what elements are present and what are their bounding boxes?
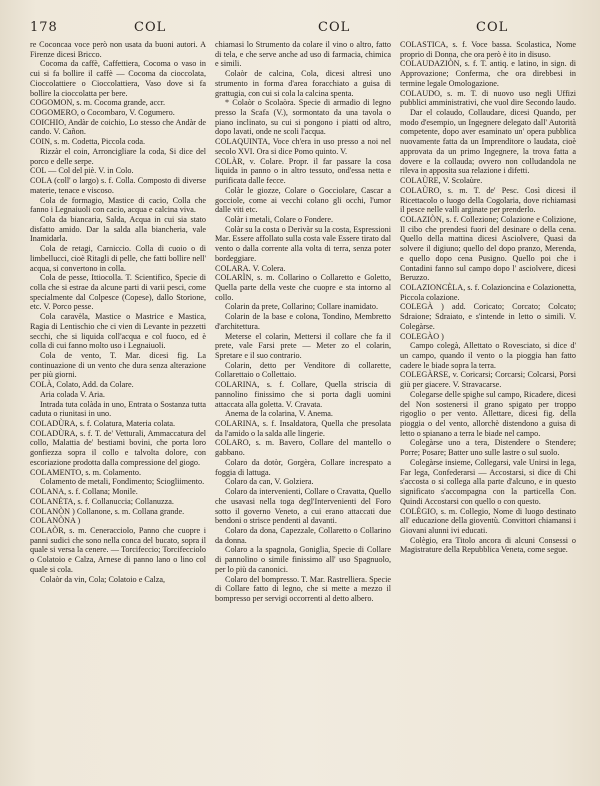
dictionary-entry: COLAÒR, s. m. Ceneracciolo, Panno che cuopre i panni sudici che sono nella conca del bucato, sopra il quale si versa la cenere. — Torcifeccio; Torcifecciolo o Colatoio e Calza, Arnese di panno lano o lino col quale si cola. (30, 525, 206, 574)
dictionary-entry: Colaro a la spagnola, Goniglia, Specie di Collare di pannolino o simile finissimo all' uso Spagnuolo, per lo più da canonici. (215, 545, 391, 574)
dictionary-entry: Colarin, detto per Venditore di collarette, Collarettaio o Collettaio. (215, 360, 391, 380)
dictionary-entry: Colaro da can, V. Golziera. (225, 477, 314, 487)
dictionary-entry: Aria colada V. Aria. (40, 389, 105, 399)
dictionary-entry: Cola de retagi, Carniccio. Colla di cuoio o di limbellucci, cioè Ritagli di pelle, che fatti bollire nell' acqua, si convertono in colla. (30, 244, 206, 273)
dictionary-entry: Colàr le giozze, Colare o Gocciolare, Cascar a gocciole, come ai vecchi colano gli occhi, l'umor dalle viti etc. (215, 185, 391, 215)
dictionary-entry: Colamento de metali, Fondimento; Sciogliimento. (40, 477, 205, 487)
text-columns (30, 40, 576, 776)
dictionary-entry: COLARINA, s. f. Collare, Quella striscia di pannolino finissimo che si porta dagli uomini attaccata alla goletta. V. Cravata. (215, 380, 391, 409)
dictionary-entry: COLAUDAZIÒN, s. f. T. antiq. e latino, in sign. di Approvazione; Conferma, che ora direbbesi in termine legale Omologazione. (400, 59, 576, 88)
running-head-middle: COL (318, 20, 351, 35)
column-right (400, 40, 576, 776)
dictionary-entry: Colarin de la base e colona, Tondino, Membretto d'architettura. (215, 312, 391, 331)
dictionary-entry: Colàr i metali, Colare o Fondere. (225, 214, 334, 224)
dictionary-entry: COLEGÀ ) add. Coricato; Corcato; Colcato; Sdraione; Sdraiato, e s'intende in letto o simili. V. Colegàrse. (400, 302, 576, 331)
dictionary-entry: COLEGÀO ) (400, 331, 444, 341)
dictionary-entry: Colaro da dotòr, Gorgèra, Collare increspato a foggia di lattuga. (215, 457, 391, 477)
column-middle (215, 40, 391, 776)
dictionary-entry: re Coconcaa voce però non usata da buoni autori. A Firenze dicesi Bricco. (30, 40, 206, 59)
page-number: 178 (30, 20, 58, 35)
dictionary-entry: * Colaòr o Scolaòra. Specie di armadio di legno presso la Scafa (V.), sormontato da una tavola o piano inclinato, su cui si pongono i piatti od altro, dopo lavati, onde ne scoli l'acqua. (215, 98, 391, 137)
dictionary-entry: COLA (coll' o largo) s. f. Colla. Composto di diverse materie, tenace e viscoso. (30, 176, 206, 195)
dictionary-entry: Campo colegà, Allettato o Rovesciato, si dice d' un campo, quando il vento o la pioggia han fatto cadere le biade sopra la terra. (400, 341, 576, 370)
dictionary-entry: COLANÒN ) Collanone, s. m. Collana grande. (30, 506, 185, 516)
dictionary-entry: COIN, s. m. Codetta, Piccola coda. (30, 137, 146, 147)
dictionary-entry: Colegarse delle spighe sul campo, Ricadere, dicesi del Non sostenersi il grano spigato per troppo rigoglio o per vento. Allettare, dicesi fig. della pioggia o del vento, allorchè distendono a guisa di letto o spianano a terra le biade nel campo. (400, 389, 576, 438)
dictionary-entry: COLAMENTO, s. m. Colamento. (30, 467, 142, 477)
dictionary-entry: COLANA, s. f. Collana; Monile. (30, 487, 138, 497)
dictionary-entry: Cola de vento, T. Mar. dicesi fig. La continuazione di un vento che dura senza alterazione per più giorni. (30, 351, 206, 380)
dictionary-entry: Cola de formagio, Mastice di cacio, Colla che fanno i Legnaiuoli con cacio, acqua e calcina viva. (30, 195, 206, 215)
dictionary-entry: COLANÒNA ) (30, 516, 81, 526)
dictionary-entry: COLAZIÒN, s. f. Collezione; Colazione e Colizione, Il cibo che prendesi fuori del desinare o della cena. Quello della mattina dicesi Asciolvere, Quasi da solvere il digiuno; quello del dopo pranzo, Merenda, e quello dopo cena Pusigno. Quello poi che i Contadini fanno sul campo dopo l' asciolvere, dicesi Beruzzo. (400, 214, 576, 283)
dictionary-entry: COLARO, s. m. Bavero, Collare del mantello o gabbano. (215, 438, 391, 458)
dictionary-entry: Cola da biancaria, Salda, Acqua in cui sia stato disfatto amido. Dar la salda alla biancheria, vale Inamidarla. (30, 214, 206, 244)
dictionary-entry: Colaro da intervenienti, Collare o Cravatta, Quello che usavasi nella toga degl'Intervenienti del Foro sotto il governo Veneto, a cui erano attaccati due bendoni o strisce pendenti al davanti. (215, 487, 391, 526)
dictionary-entry: COLÀR, v. Colare. Propr. il far passare la cosa liquida in panno o in altro tessuto, ond'essa netta e purificata dalle fecce. (215, 156, 391, 186)
dictionary-entry: COLÈGIO, s. m. Collegio, Nome di luogo destinato all' educazione della gioventù. Convittori chiamansi i Giovani alunni ivi educati. (400, 506, 576, 535)
dictionary-entry: COLAÙRO, s. m. T. de' Pesc. Così dicesi il Ricettacolo o luogo della Cogolaria, dove richiamasi il pesce nelle valli arginate per prenderlo. (400, 185, 576, 215)
running-head-left: COL (134, 20, 167, 35)
dictionary-entry: Rizzàr el coin, Arroncigliare la coda, Si dice del porco e delle serpe. (30, 146, 206, 166)
dictionary-entry: Cocoma da caffè, Caffettiera, Cocoma o vaso in cui si fa bollire il caffè — Cocoma da cioccolata, Cioccolattiere o Cioccolattiera, Vaso dove si fa bollire la cioccolatta per bere. (30, 59, 206, 98)
dictionary-entry: Colègio, era Titolo ancora di alcuni Consessi o Magistrature della Repubblica Veneta, come segue. (400, 535, 576, 555)
dictionary-entry: COL — Col del piè. V. in Colo. (30, 166, 134, 176)
dictionary-entry: Colaòr da vin, Cola; Colatoio e Calza, (40, 574, 166, 584)
dictionary-entry: COICHIO, Andàr de coichio, Lo stesso che Andàr de cando. V. Cañon. (30, 117, 206, 137)
dictionary-entry: Meterse el colarin, Mettersi il collare che fa il prete, vale Farsi prete — Meter zo el colarin, Spretare e il suo contrario. (215, 331, 391, 360)
dictionary-entry: Colàr su la costa o Derivàr su la costa, Espressioni Mar. Essere affollato sulla costa vale Essere tirato dal vento o dalla corrente alla volta di terra, senza poter bordeggiare. (215, 224, 391, 263)
dictionary-entry: Colarin da prete, Collarino; Collare inamidato. (225, 302, 379, 312)
dictionary-entry: COLAQUINTA, Voce ch'era in uso presso a noi nel secolo XVI. Ora si dice Pomo quinto. V. (215, 137, 391, 156)
running-head-right: COL (476, 20, 509, 35)
running-header (30, 20, 576, 36)
dictionary-entry: Anema de la colarina, V. Anema. (225, 409, 333, 419)
dictionary-entry: COLARA. V. Colera. (215, 263, 286, 273)
dictionary-entry: COLARINA, s. f. Insaldatora, Quella che presolata da l'amido o la salda alle lingerie. (215, 419, 391, 438)
dictionary-entry: Intrada tuta colàda in uno, Entrata o Sostanza tutta caduta o riunitasi in uno. (30, 399, 206, 419)
dictionary-entry: Cola caravèla, Mastice o Mastrice e Mastica, Ragia di Lentischio che ci vien di Levante in pezzetti secchi, che si liquida coll'acqua e col fuoco, ed è colla di cui fanno molto uso i Legnaiuoli. (30, 312, 206, 351)
dictionary-entry: Cola de pesse, Ittiocolla. T. Scientifico, Specie di colla che si estrae da alcune parti di varii pesci, come specialmente dal Colpesce (Copese), dallo Storione, etc. V. Porco pesse. (30, 273, 206, 312)
dictionary-entry: COLARÌN, s. m. Collarino o Collaretto e Goletto, Quella parte della veste che cuopre e sta intorno al collo. (215, 273, 391, 302)
dictionary-entry: COLADÙRA, s. f. T. de' Vetturali, Ammaccatura del collo, Malattia de' bestiami bovini, che porta loro gonfiezza sopra il collo e talvolta dolore, con escoriazione prodotta dalla compressione del giogo. (30, 428, 206, 467)
dictionary-entry: COLAUDO, s. m. T. di nuovo uso negli Uffizi pubblici amministrativi, che vuol dire Secondo laudo. (400, 88, 576, 108)
dictionary-entry: Dar el colaudo, Collaudare, dicesi Quando, per modo d'esempio, un Ingegnere delegato dall' Autorità competente, dopo aver esaminato un' opera pubblica nuovamente fatta da un Imprenditore o laudata, cioè approvata da un primo Ingegnere, la trova fatta a dovere e la collauda; ovvero non colludandola ne rileva in apposita sua relazione i difetti. (400, 108, 576, 176)
column-left (30, 40, 206, 776)
dictionary-entry: Colaro del bompresso. T. Mar. Rastrelliera. Specie di Collare fatto di legno, che si mette a mezzo il bompresso per servigi occorrenti al detto albero. (215, 574, 391, 603)
dictionary-entry: COGOMON, s. m. Cocoma grande, accr. (30, 98, 166, 108)
dictionary-entry: COLÀ, Colato, Add. da Colare. (30, 380, 134, 390)
dictionary-entry: COLANÈTA, s. f. Collanuccia; Collanuzza. (30, 496, 174, 506)
dictionary-entry: COLEGÀRSE, v. Coricarsi; Corcarsi; Colcarsi, Porsi giù per giacere. V. Stravacarse. (400, 370, 576, 390)
dictionary-entry: chiamasi lo Strumento da colare il vino o altro, fatto di tela, e che serve anche ad uso di farmacia, chimica e simili. (215, 40, 391, 69)
dictionary-entry: COLAZIONCÈLA, s. f. Colazioncina e Colazionetta, Piccola colazione. (400, 282, 576, 302)
dictionary-entry: COLAÙRE, V. Scolaùre. (400, 176, 483, 186)
dictionary-entry: COLADÙRA, s. f. Colatura, Materia colata. (30, 419, 176, 429)
dictionary-entry: Colaro da dona, Capezzale, Collaretto o Collarino da donna. (215, 525, 391, 545)
dictionary-entry: COLASTICA, s. f. Voce bassa. Scolastica, Nome proprio di Donna, che ora però è ito in disuso. (400, 40, 576, 59)
dictionary-entry: Colegàrse uno a tera, Distendere o Stendere; Porre; Posare; Batter uno sulle lastre o sul suolo. (400, 438, 576, 458)
dictionary-entry: COGOMERO, o Cocombaro, V. Cogumero. (30, 108, 175, 118)
dictionary-entry: Colegàrse insieme, Collegarsi, vale Unirsi in lega, Far lega, Confederarsi — Accostarsi, si dice di Chi s'accosta o si collega alla parte d'alcuno, e in questo significato s'accompagna con la particella Con. Quindi Accostarsi con quello o con questo. (400, 457, 576, 506)
dictionary-entry: Colaòr de calcina, Cola, dicesi altresì uno strumento in forma d'area foracchiato a guisa di grattugia, con cui si cola la calcina spenta. (215, 69, 391, 98)
